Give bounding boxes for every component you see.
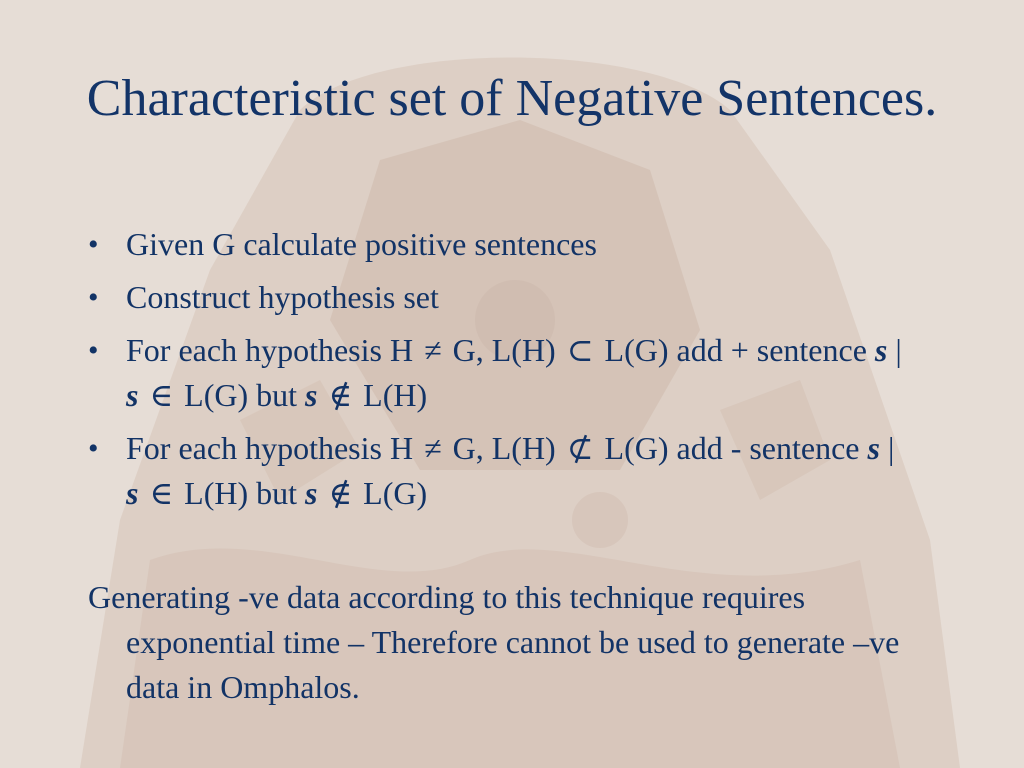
variable-s: s bbox=[126, 377, 139, 413]
subset-symbol: ⊂ bbox=[566, 332, 594, 368]
bullet-text: Given G calculate positive sentences bbox=[126, 226, 597, 262]
element-of-symbol: ∈ bbox=[149, 377, 174, 413]
not-equal-symbol: ≠ bbox=[424, 332, 442, 368]
bullet-text: L(G) add - sentence bbox=[604, 430, 860, 466]
bullet-item bbox=[86, 426, 906, 516]
bullet-text: G, L(H) bbox=[452, 430, 556, 466]
bullet-list bbox=[86, 222, 906, 524]
bullet-text: For each hypothesis H bbox=[126, 332, 414, 368]
separator: | bbox=[887, 430, 895, 466]
not-element-of-symbol: ∉ bbox=[328, 377, 353, 413]
bullet-item bbox=[86, 222, 906, 267]
bullet-text: L(G) add + sentence bbox=[604, 332, 867, 368]
summary-paragraph: Generating -ve data according to this technique requires exponential time – Therefore cannot be used to generate –ve data in Omphalos. bbox=[88, 579, 900, 705]
not-subset-symbol: ⊄ bbox=[566, 430, 594, 466]
variable-s: s bbox=[867, 430, 880, 466]
not-equal-symbol: ≠ bbox=[424, 430, 442, 466]
bullet-text: L(H) but bbox=[184, 475, 297, 511]
bullet-text: Construct hypothesis set bbox=[126, 279, 439, 315]
separator: | bbox=[895, 332, 902, 368]
variable-s: s bbox=[305, 475, 318, 511]
bullet-text: L(G) bbox=[363, 475, 428, 511]
slide-title: Characteristic set of Negative Sentences. bbox=[86, 70, 938, 127]
element-of-symbol: ∈ bbox=[149, 475, 174, 511]
bullet-text: L(H) bbox=[363, 377, 428, 413]
bullet-text: L(G) but bbox=[184, 377, 297, 413]
bullet-text: G, L(H) bbox=[452, 332, 556, 368]
variable-s: s bbox=[305, 377, 318, 413]
variable-s: s bbox=[126, 475, 139, 511]
variable-s: s bbox=[874, 332, 888, 368]
bullet-item bbox=[86, 328, 906, 418]
bullet-text: For each hypothesis H bbox=[126, 430, 414, 466]
not-element-of-symbol: ∉ bbox=[328, 475, 353, 511]
bullet-item bbox=[86, 275, 906, 320]
